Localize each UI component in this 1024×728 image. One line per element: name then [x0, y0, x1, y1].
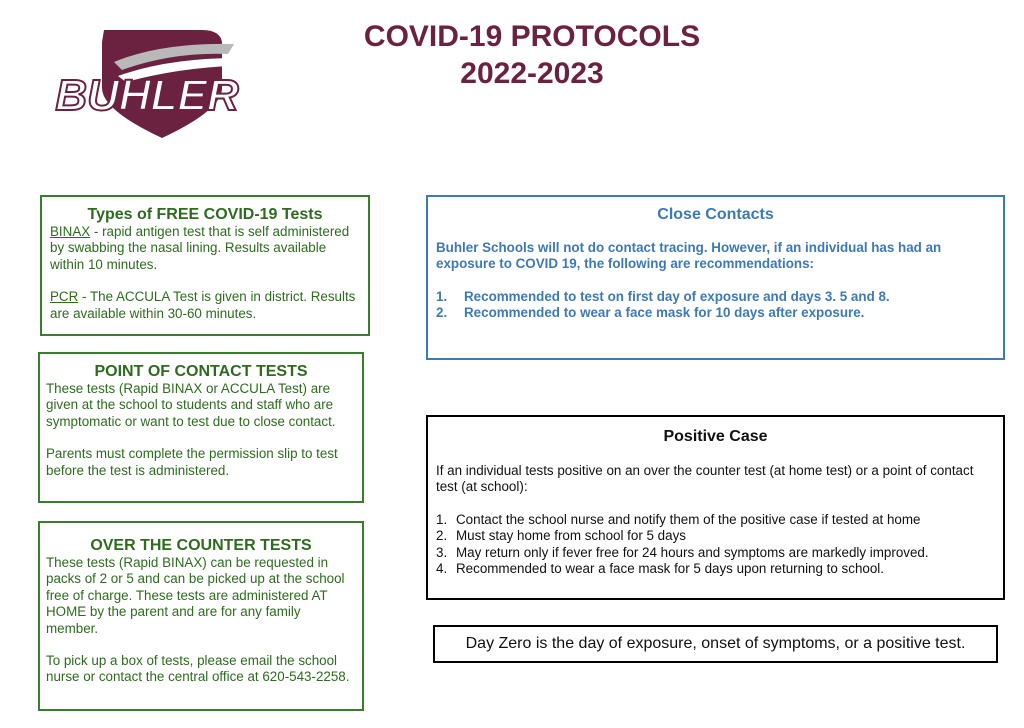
- list-number: 2.: [436, 528, 448, 544]
- list-number: 3.: [436, 544, 448, 560]
- pcr-label: PCR: [50, 289, 79, 305]
- positive-case-heading: Positive Case: [663, 428, 768, 445]
- page-title: [310, 18, 754, 92]
- list-number: 1.: [436, 288, 448, 304]
- list-item: [436, 545, 995, 561]
- pcr-description: [50, 289, 360, 322]
- buhler-logo: [52, 18, 242, 140]
- list-item: [436, 305, 995, 321]
- close-contacts-list: [436, 289, 995, 322]
- over-the-counter-p2: To pick up a box of tests, please email the school nurse or contact the central office at 620-543-2258.: [46, 653, 350, 685]
- point-of-contact-p1: These tests (Rapid BINAX or ACCULA Test) are given at the school to students and staff who are symptomatic or want to test due to close contact.: [46, 381, 336, 429]
- list-item: [436, 561, 995, 577]
- day-zero-text: Day Zero is the day of exposure, onset of symptoms, or a positive test.: [465, 635, 966, 652]
- close-contacts-heading: Close Contacts: [657, 206, 774, 223]
- list-number: 4.: [436, 561, 448, 577]
- list-text: Recommended to wear a face mask for 10 days after exposure.: [464, 305, 865, 321]
- free-tests-heading: Types of FREE COVID-19 Tests: [87, 206, 323, 223]
- close-contacts-intro: Buhler Schools will not do contact tracing. However, if an individual has had an exposure to COVID 19, the following are recommendations:: [436, 240, 942, 272]
- list-text: Recommended to wear a face mask for 5 days upon returning to school.: [456, 561, 884, 577]
- list-item: [436, 512, 995, 528]
- list-text: Contact the school nurse and notify them of the positive case if tested at home: [456, 511, 921, 527]
- free-tests-box: [40, 195, 370, 336]
- list-item: [436, 289, 995, 305]
- binax-label: BINAX: [50, 224, 91, 239]
- list-text: May return only if fever free for 24 hours and symptoms are markedly improved.: [456, 544, 929, 560]
- list-number: 2.: [436, 305, 448, 321]
- binax-text: - rapid antigen test that is self administered by swabbing the nasal lining. Results available within 10 minutes.: [50, 224, 350, 272]
- list-text: Must stay home from school for 5 days: [456, 528, 686, 544]
- list-number: 1.: [436, 511, 448, 527]
- close-contacts-box: [426, 195, 1005, 360]
- point-of-contact-box: [38, 352, 364, 503]
- over-the-counter-heading: OVER THE COUNTER TESTS: [90, 537, 312, 554]
- point-of-contact-p2: Parents must complete the permission slip to test before the test is administered.: [46, 446, 338, 478]
- title-line-2: 2022-2023: [460, 57, 604, 90]
- point-of-contact-heading: POINT OF CONTACT TESTS: [94, 363, 308, 380]
- pcr-text: - The ACCULA Test is given in district. Results are available within 30-60 minutes.: [50, 289, 356, 321]
- binax-description: [50, 224, 360, 273]
- day-zero-box: [433, 625, 998, 663]
- positive-case-intro: If an individual tests positive on an over the counter test (at home test) or a point of contact test (at school):: [436, 463, 974, 495]
- positive-case-list: [436, 512, 995, 578]
- list-item: [436, 528, 995, 544]
- positive-case-box: [426, 415, 1005, 600]
- svg-text:BUHLER: BUHLER: [55, 71, 239, 120]
- over-the-counter-box: [38, 521, 364, 711]
- over-the-counter-p1: These tests (Rapid BINAX) can be requested in packs of 2 or 5 and can be picked up at the school free of charge. These tests are administered AT HOME by the parent and are for any family member.: [46, 555, 345, 636]
- list-text: Recommended to test on first day of exposure and days 3. 5 and 8.: [464, 288, 890, 304]
- title-line-1: COVID-19 PROTOCOLS: [363, 20, 701, 53]
